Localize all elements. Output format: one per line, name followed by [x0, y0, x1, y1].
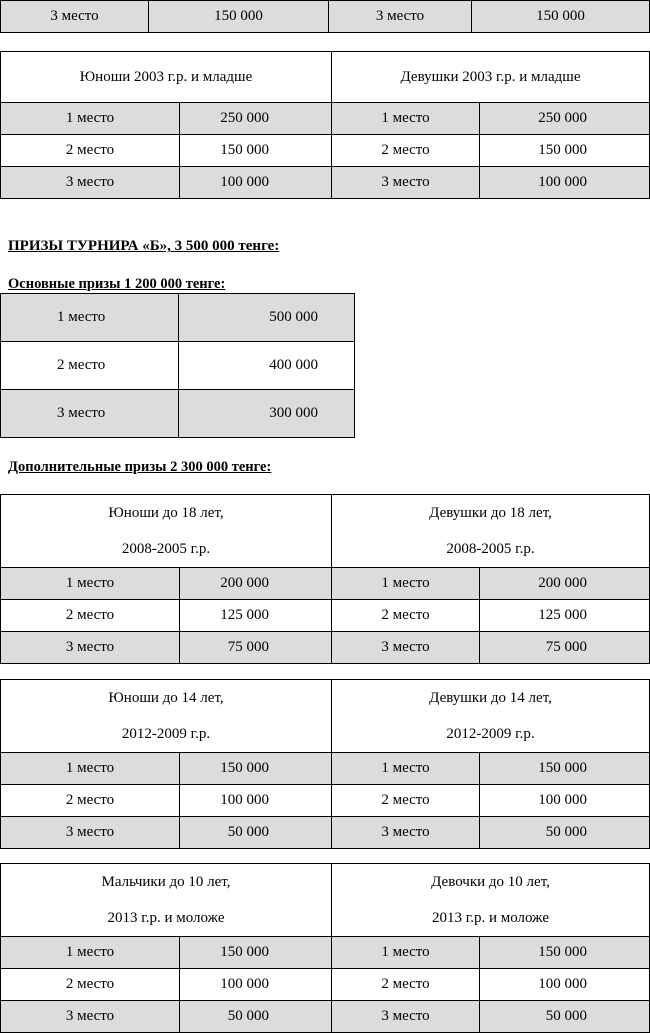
value-cell: 100 000: [480, 167, 650, 199]
value-cell: 75 000: [480, 632, 650, 664]
girls-header-title: Девушки до 18 лет,: [429, 505, 552, 521]
value-cell: 300 000: [179, 390, 355, 438]
place-cell: 3 место: [1, 817, 180, 849]
value-cell: 150 000: [180, 753, 332, 785]
prize-table-under-18: [0, 494, 650, 664]
place-cell: 1 место: [1, 753, 180, 785]
value-cell: 150 000: [180, 135, 332, 167]
table-row: [1, 937, 650, 969]
place-cell: 1 место: [332, 753, 480, 785]
value-cell: 100 000: [480, 785, 650, 817]
place-cell: 1 место: [332, 568, 480, 600]
girls-header-years: 2008-2005 г.р.: [446, 541, 535, 557]
place-cell: 1 место: [1, 568, 180, 600]
boys-header: [1, 864, 332, 937]
prize-table-top: [0, 0, 650, 33]
place-cell: 1 место: [332, 103, 480, 135]
value-cell: 50 000: [180, 817, 332, 849]
place-cell: 2 место: [1, 785, 180, 817]
place-cell: 3 место: [1, 632, 180, 664]
girls-header: Девушки 2003 г.р. и младше: [332, 52, 650, 103]
value-cell: 150 000: [480, 753, 650, 785]
boys-header: [1, 495, 332, 568]
prize-table-under-10: [0, 863, 650, 1033]
girls-header-title: Девочки до 10 лет,: [431, 874, 550, 890]
place-cell: 2 место: [1, 969, 180, 1001]
value-cell: 250 000: [180, 103, 332, 135]
girls-header: [332, 680, 650, 753]
place-cell: 3 место: [332, 817, 480, 849]
table-row: [1, 1, 650, 33]
table-row: [1, 632, 650, 664]
boys-header-title: Юноши до 18 лет,: [108, 505, 224, 521]
prize-table-2003: [0, 51, 650, 199]
table-row: [1, 167, 650, 199]
place-cell: 2 место: [1, 135, 180, 167]
place-cell: 2 место: [332, 135, 480, 167]
girls-header-years: 2012-2009 г.р.: [446, 726, 535, 742]
boys-header-title: Юноши до 14 лет,: [108, 690, 224, 706]
value-cell: 150 000: [480, 135, 650, 167]
table-header-row: [1, 680, 650, 753]
place-cell: 3 место: [329, 1, 472, 33]
place-cell: 2 место: [1, 342, 179, 390]
value-cell: 200 000: [480, 568, 650, 600]
boys-header-years: 2013 г.р. и моложе: [107, 910, 225, 926]
place-cell: 1 место: [332, 937, 480, 969]
value-cell: 50 000: [480, 817, 650, 849]
extra-prizes-heading: Дополнительные призы 2 300 000 тенге:: [8, 459, 272, 475]
value-cell: 200 000: [180, 568, 332, 600]
value-cell: 125 000: [180, 600, 332, 632]
main-prizes-table: [0, 293, 355, 438]
table-row: [1, 969, 650, 1001]
value-cell: 150 000: [149, 1, 329, 33]
value-cell: 150 000: [472, 1, 650, 33]
value-cell: 400 000: [179, 342, 355, 390]
place-cell: 2 место: [332, 600, 480, 632]
table-row: [1, 600, 650, 632]
table-row: [1, 294, 355, 342]
table-row: [1, 103, 650, 135]
value-cell: 100 000: [480, 969, 650, 1001]
boys-header-title: Мальчики до 10 лет,: [101, 874, 231, 890]
boys-header-years: 2008-2005 г.р.: [121, 541, 211, 557]
place-cell: 3 место: [332, 632, 480, 664]
boys-header: Юноши 2003 г.р. и младше: [1, 52, 332, 103]
place-cell: 2 место: [332, 785, 480, 817]
table-row: [1, 817, 650, 849]
table-header-row: [1, 864, 650, 937]
value-cell: 150 000: [180, 937, 332, 969]
place-cell: 1 место: [1, 937, 180, 969]
place-cell: 3 место: [332, 167, 480, 199]
place-cell: 3 место: [1, 167, 180, 199]
place-cell: 3 место: [1, 390, 179, 438]
table-row: [1, 342, 355, 390]
table-row: [1, 390, 355, 438]
value-cell: 500 000: [179, 294, 355, 342]
value-cell: 100 000: [180, 969, 332, 1001]
main-prizes-heading: Основные призы 1 200 000 тенге:: [8, 276, 226, 292]
value-cell: 150 000: [480, 937, 650, 969]
value-cell: 125 000: [480, 600, 650, 632]
place-cell: 3 место: [1, 1, 149, 33]
value-cell: 50 000: [480, 1001, 650, 1033]
place-cell: 2 место: [332, 969, 480, 1001]
table-row: [1, 785, 650, 817]
girls-header-years: 2013 г.р. и моложе: [432, 910, 549, 926]
boys-header: [1, 680, 332, 753]
prize-table-under-14: [0, 679, 650, 849]
girls-header: [332, 495, 650, 568]
table-row: [1, 568, 650, 600]
tournament-b-heading: ПРИЗЫ ТУРНИРА «Б», 3 500 000 тенге:: [8, 238, 280, 254]
place-cell: 1 место: [1, 294, 179, 342]
value-cell: 100 000: [180, 167, 332, 199]
value-cell: 250 000: [480, 103, 650, 135]
boys-header-years: 2012-2009 г.р.: [121, 726, 211, 742]
table-header-row: [1, 495, 650, 568]
place-cell: 1 место: [1, 103, 180, 135]
table-row: [1, 753, 650, 785]
girls-header-title: Девушки до 14 лет,: [429, 690, 552, 706]
value-cell: 50 000: [180, 1001, 332, 1033]
value-cell: 100 000: [180, 785, 332, 817]
table-row: [1, 135, 650, 167]
place-cell: 2 место: [1, 600, 180, 632]
table-header-row: [1, 52, 650, 103]
place-cell: 3 место: [1, 1001, 180, 1033]
value-cell: 75 000: [180, 632, 332, 664]
girls-header: [332, 864, 650, 937]
place-cell: 3 место: [332, 1001, 480, 1033]
